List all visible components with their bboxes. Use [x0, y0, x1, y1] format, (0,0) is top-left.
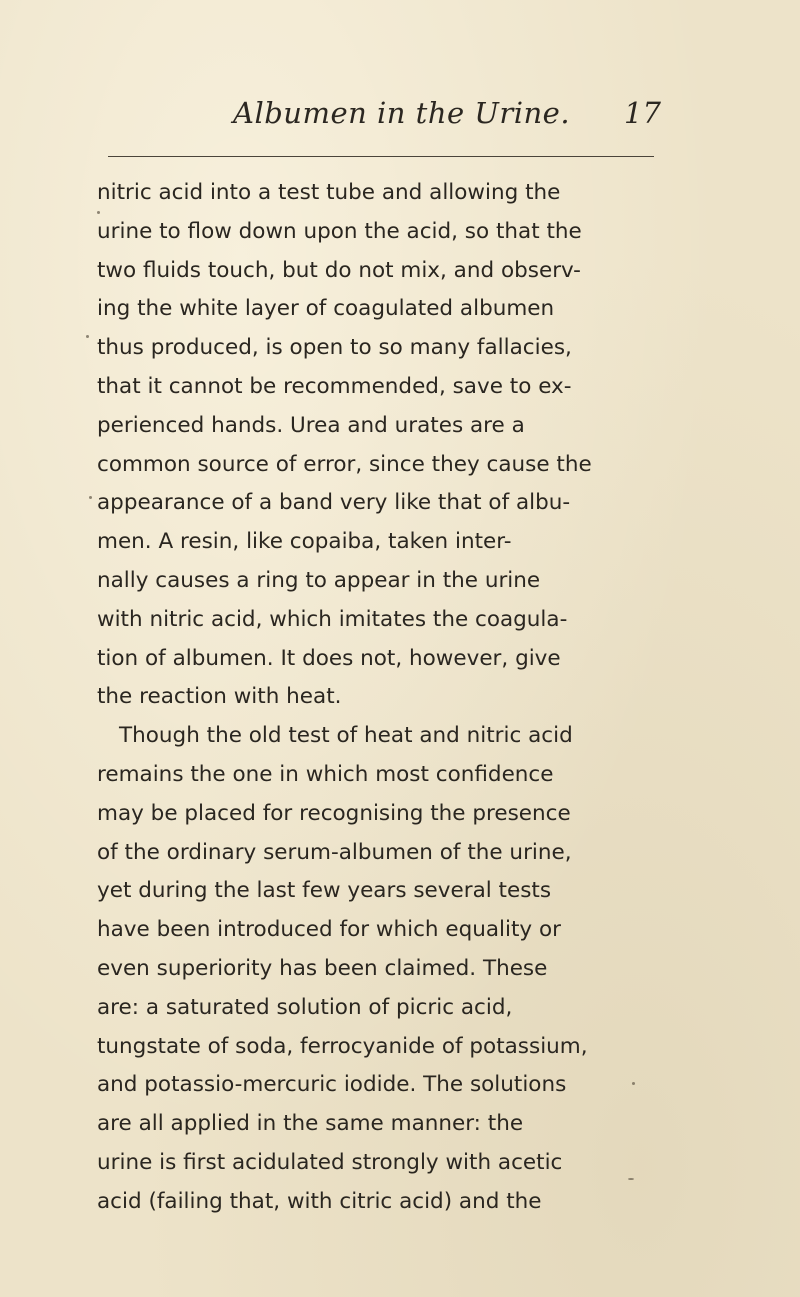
text-line: common source of error, since they cause the: [97, 451, 592, 477]
text-line: are: a saturated solution of picric acid,: [97, 994, 513, 1020]
paper-speck: [89, 496, 92, 499]
text-line: and potassio-mercuric iodide. The solutions: [97, 1072, 567, 1098]
text-line: with nitric acid, which imitates the coagula-: [97, 606, 568, 632]
text-line: the reaction with heat.: [97, 684, 342, 710]
text-line: tungstate of soda, ferrocyanide of potassium,: [97, 1033, 588, 1059]
text-line: even superiority has been claimed. These: [97, 955, 548, 981]
text-line: two fluids touch, but do not mix, and observ-: [97, 257, 581, 283]
text-line: yet during the last few years several tests: [97, 878, 552, 904]
page-number: 17: [624, 96, 661, 130]
running-header: [0, 96, 800, 146]
paper-speck: [86, 335, 89, 338]
text-line: have been introduced for which equality or: [97, 917, 561, 943]
running-title: Albumen in the Urine.: [233, 96, 571, 130]
text-line: perienced hands. Urea and urates are a: [97, 412, 525, 438]
body-text: [97, 174, 667, 1222]
text-line: that it cannot be recommended, save to ex-: [97, 373, 572, 399]
text-line: nitric acid into a test tube and allowing the: [97, 180, 561, 205]
text-line: of the ordinary serum-albumen of the urine,: [97, 839, 572, 865]
paragraph-start-line: Though the old test of heat and nitric acid: [119, 723, 573, 749]
paper-speck: [97, 211, 100, 214]
text-line: are all applied in the same manner: the: [97, 1111, 524, 1137]
paper-speck: [628, 1178, 634, 1180]
header-rule: [108, 156, 654, 157]
text-line: may be placed for recognising the presence: [97, 800, 571, 826]
text-line: tion of albumen. It does not, however, give: [97, 645, 561, 671]
text-line: ing the white layer of coagulated albumen: [97, 296, 555, 322]
text-line: acid (failing that, with citric acid) and the: [97, 1188, 542, 1214]
text-line: nally causes a ring to appear in the urine: [97, 567, 541, 593]
text-line: remains the one in which most confidence: [97, 761, 554, 787]
paper-speck: [632, 1082, 635, 1085]
text-line: men. A resin, like copaiba, taken inter-: [97, 529, 512, 555]
text-line: appearance of a band very like that of albu-: [97, 490, 571, 516]
text-line: urine to flow down upon the acid, so that the: [97, 218, 582, 244]
text-line: thus produced, is open to so many fallacies,: [97, 335, 572, 361]
text-line: urine is first acidulated strongly with acetic: [97, 1149, 563, 1175]
